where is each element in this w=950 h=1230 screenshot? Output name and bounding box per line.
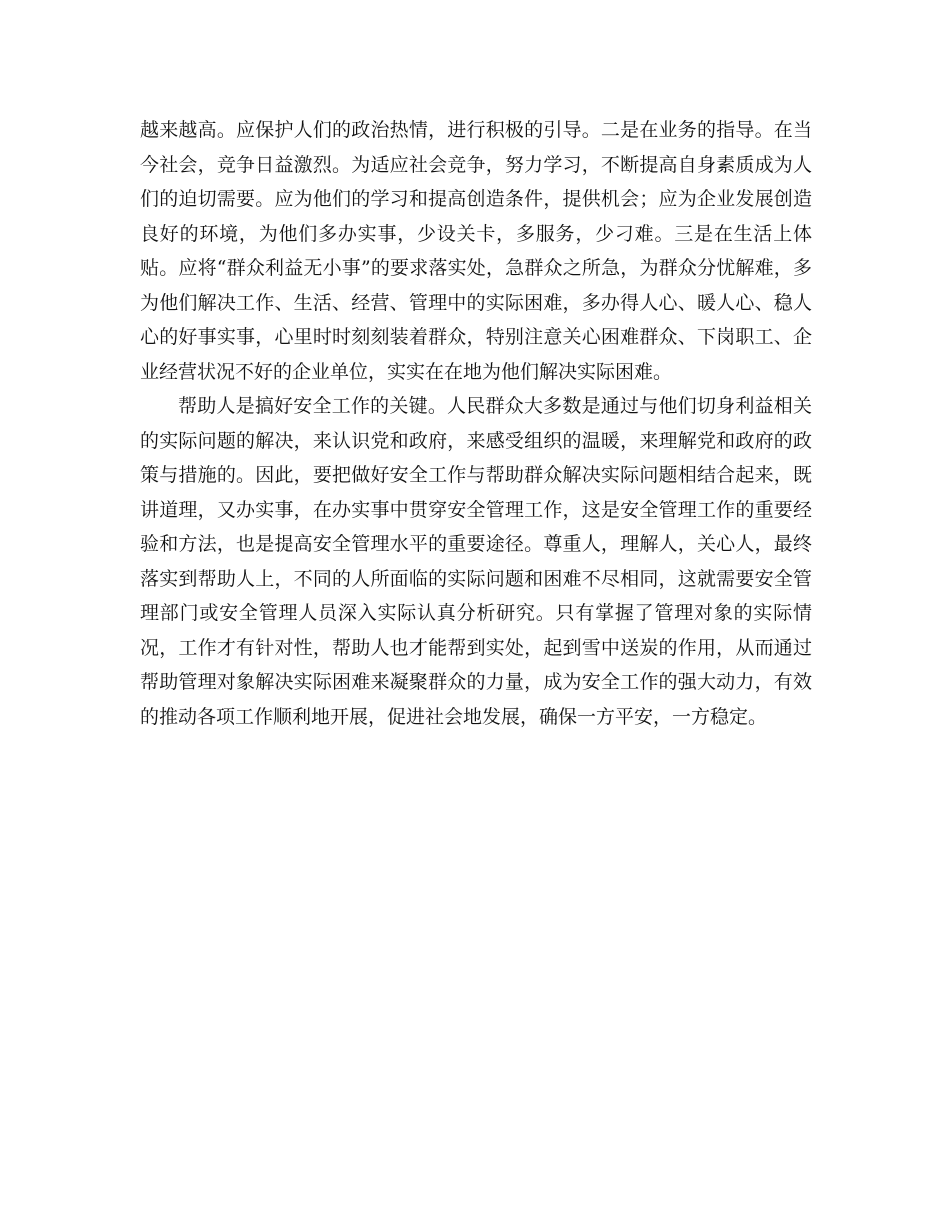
body-text (140, 113, 812, 734)
paragraph-1: 越来越高。应保护人们的政治热情，进行积极的引导。二是在业务的指导。在当今社会，竞争日益激烈。为适应社会竞争，努力学习，不断提高自身素质成为人们的迫切需要。应为他们的学习和提高创造条件，提供机会；应为企业发展创造良好的环境，为他们多办实事，少设关卡，多服务，少刁难。三是在生活上体贴。应将“群众利益无小事”的要求落实处，急群众之所急，为群众分忧解难，多为他们解决工作、生活、经营、管理中的实际困难，多办得人心、暖人心、稳人心的好事实事，心里时时刻刻装着群众，特别注意关心困难群众、下岗职工、企业经营状况不好的企业单位，实实在在地为他们解决实际困难。 (140, 119, 812, 383)
paragraph-2: 帮助人是搞好安全工作的关键。人民群众大多数是通过与他们切身利益相关的实际问题的解决，来认识党和政府，来感受组织的温暖，来理解党和政府的政策与措施的。因此，要把做好安全工作与帮助群众解决实际问题相结合起来，既讲道理，又办实事，在办实事中贯穿安全管理工作，这是安全管理工作的重要经验和方法，也是提高安全管理水平的重要途径。尊重人，理解人，关心人，最终落实到帮助人上，不同的人所面临的实际问题和困难不尽相同，这就需要安全管理部门或安全管理人员深入实际认真分析研究。只有掌握了管理对象的实际情况，工作才有针对性，帮助人也才能帮到实处，起到雪中送炭的作用，从而通过帮助管理对象解决实际困难来凝聚群众的力量，成为安全工作的强大动力，有效的推动各项工作顺利地开展，促进社会地发展，确保一方平安，一方稳定。 (140, 395, 812, 728)
